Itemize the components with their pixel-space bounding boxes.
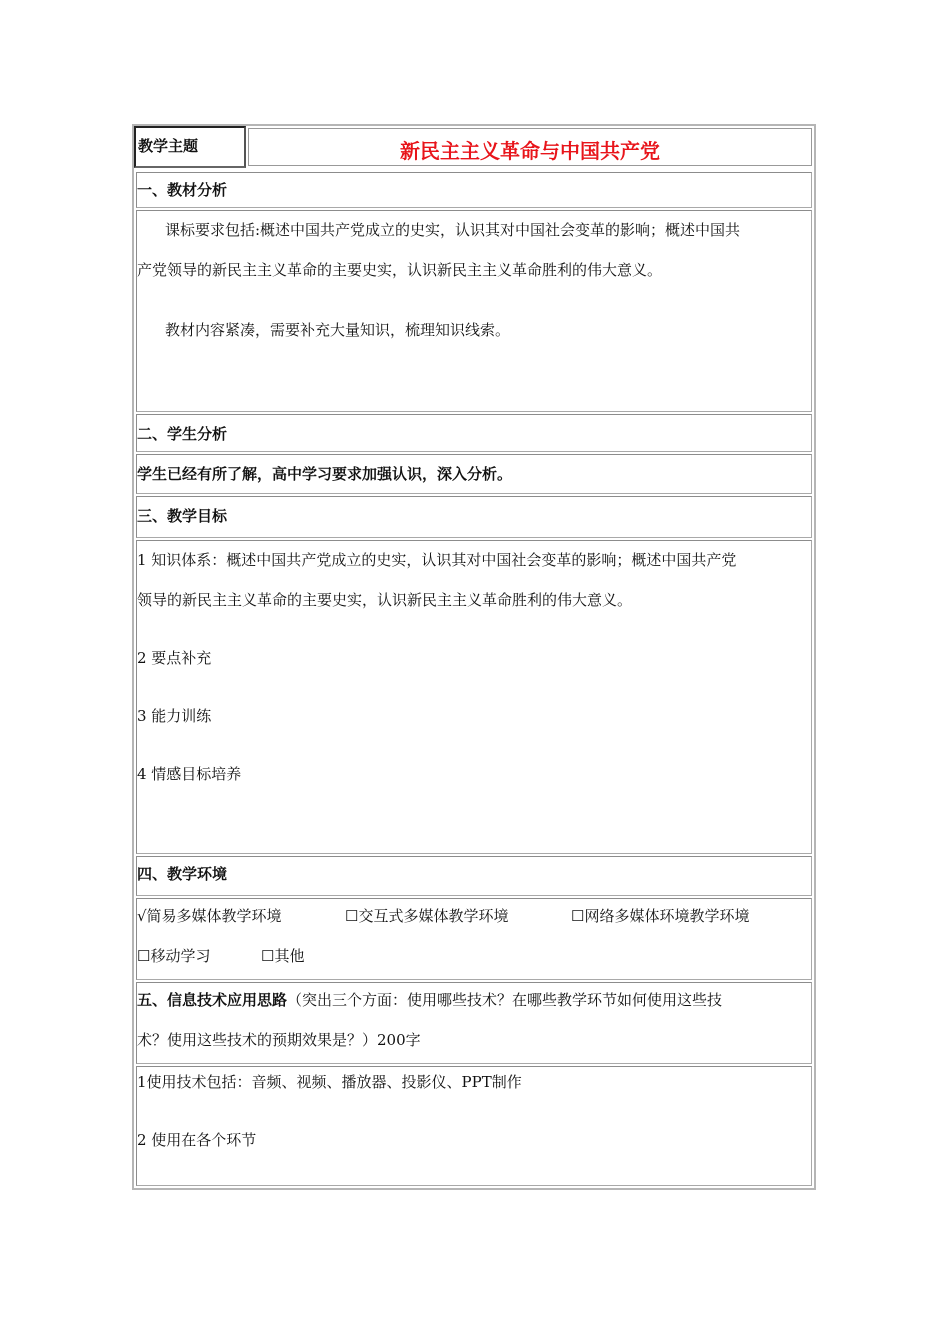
section4-heading-row: [136, 856, 812, 896]
section1-para2: 教材内容紧凑，需要补充大量知识，梳理知识线索。: [165, 321, 511, 339]
section5-item1: 1使用技术包括：音频、视频、播放器、投影仪、PPT制作: [137, 1073, 522, 1091]
section3-item1-line1: 1 知识体系：概述中国共产党成立的史实，认识其对中国社会变革的影响；概述中国共产党: [137, 551, 737, 569]
section5-heading-line1: [137, 989, 722, 1010]
env-option-interactive-multimedia[interactable]: ☐交互式多媒体教学环境: [345, 907, 509, 925]
section3-content-row: [136, 540, 812, 854]
section4-heading: 四、教学环境: [137, 865, 228, 883]
section3-item1-line2: 领导的新民主主义革命的主要史实，认识新民主主义革命胜利的伟大意义。: [137, 591, 633, 609]
section1-para1-line2: 产党领导的新民主主义革命的主要史实，认识新民主主义革命胜利的伟大意义。: [137, 261, 663, 279]
section5-heading-bold: 五、信息技术应用思路: [137, 991, 288, 1009]
section3-item3: 3 能力训练: [137, 707, 212, 725]
lesson-plan-table: [132, 124, 816, 1190]
section2-heading: 二、学生分析: [137, 425, 228, 443]
section3-item4: 4 情感目标培养: [137, 765, 242, 783]
section3-heading: 三、教学目标: [137, 507, 228, 525]
section1-heading: 一、教材分析: [137, 181, 228, 199]
topic-label: 教学主题: [138, 137, 199, 155]
env-option-mobile-learning[interactable]: ☐移动学习: [137, 947, 211, 965]
section1-heading-row: [136, 172, 812, 208]
section1-content-row: [136, 210, 812, 412]
topic-title-cell: [248, 128, 812, 166]
section4-content-row: [136, 898, 812, 980]
topic-label-cell: [134, 126, 246, 168]
section5-item2: 2 使用在各个环节: [137, 1131, 257, 1149]
topic-header-row: [134, 126, 814, 170]
env-option-other[interactable]: ☐其他: [261, 947, 305, 965]
topic-title: 新民主主义革命与中国共产党: [400, 139, 660, 163]
section2-content: 学生已经有所了解，高中学习要求加强认识，深入分析。: [137, 465, 513, 483]
section2-content-row: [136, 454, 812, 494]
env-option-simple-multimedia[interactable]: √简易多媒体教学环境: [137, 907, 282, 925]
section5-heading-line2: 术？使用这些技术的预期效果是？）200字: [137, 1031, 421, 1049]
section2-heading-row: [136, 414, 812, 452]
section1-para1-line1: 课标要求包括:概述中国共产党成立的史实，认识其对中国社会变革的影响；概述中国共: [165, 221, 741, 239]
section5-heading-row: [136, 982, 812, 1064]
section3-item2: 2 要点补充: [137, 649, 212, 667]
env-option-network-multimedia[interactable]: ☐网络多媒体环境教学环境: [571, 907, 750, 925]
section3-heading-row: [136, 496, 812, 538]
section5-heading-rest: （突出三个方面：使用哪些技术？在哪些教学环节如何使用这些技: [287, 991, 723, 1009]
section5-content-row: [136, 1066, 812, 1186]
